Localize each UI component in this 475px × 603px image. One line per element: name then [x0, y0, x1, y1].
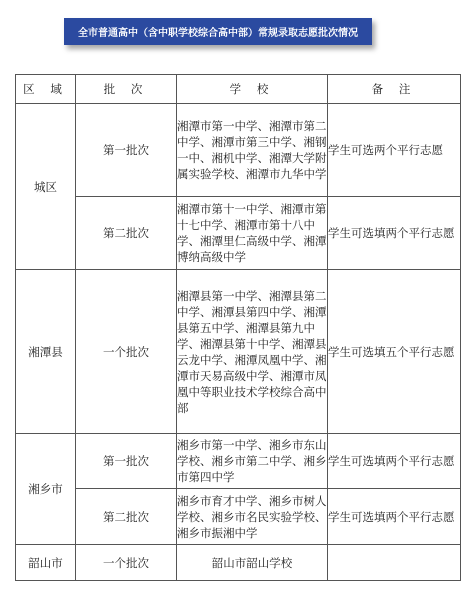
- batch-cell: 第一批次: [76, 434, 177, 489]
- batch-cell: 第二批次: [76, 197, 177, 270]
- table-row: [16, 489, 461, 545]
- table-row: [16, 197, 461, 270]
- table-row: [16, 434, 461, 489]
- header-note: 备 注: [328, 75, 461, 104]
- table-row: [16, 104, 461, 197]
- schools-cell: 湘乡市育才中学、湘乡市树人学校、湘乡市名民实验学校、湘乡市振湘中学: [177, 489, 328, 545]
- batch-cell: 第二批次: [76, 489, 177, 545]
- header-schools: 学 校: [177, 75, 328, 104]
- region-cell: 湘乡市: [16, 434, 76, 545]
- batch-cell: 第一批次: [76, 104, 177, 197]
- page-title-banner: 全市普通高中（含中职学校综合高中部）常规录取志愿批次情况: [64, 18, 372, 45]
- note-cell: 学生可选填两个平行志愿: [328, 197, 461, 270]
- admission-batch-table: [15, 74, 461, 581]
- region-cell: 城区: [16, 104, 76, 270]
- region-cell: 湘潭县: [16, 270, 76, 434]
- schools-cell: 韶山市韶山学校: [177, 545, 328, 581]
- note-cell: 学生可选两个平行志愿: [328, 104, 461, 197]
- schools-cell: 湘潭市第十一中学、湘潭市第十七中学、湘潭市第十八中学、湘潭里仁高级中学、湘潭博纳高级中学: [177, 197, 328, 270]
- table-header-row: [16, 75, 461, 104]
- header-batch: 批 次: [76, 75, 177, 104]
- note-cell: 学生可选填五个平行志愿: [328, 270, 461, 434]
- region-cell: 韶山市: [16, 545, 76, 581]
- table-row: [16, 545, 461, 581]
- schools-cell: 湘乡市第一中学、湘乡市东山学校、湘乡市第二中学、湘乡市第四中学: [177, 434, 328, 489]
- note-cell: [328, 545, 461, 581]
- note-cell: 学生可选填两个平行志愿: [328, 434, 461, 489]
- batch-cell: 一个批次: [76, 270, 177, 434]
- header-region: 区 域: [16, 75, 76, 104]
- table-row: [16, 270, 461, 434]
- note-cell: 学生可选填两个平行志愿: [328, 489, 461, 545]
- schools-cell: 湘潭县第一中学、湘潭县第二中学、湘潭县第四中学、湘潭县第五中学、湘潭县第九中学、湘潭县第十中学、湘潭县云龙中学、湘潭凤凰中学、湘潭市天易高级中学、湘潭市凤凰中等职业技术学校综合高中部: [177, 270, 328, 434]
- batch-cell: 一个批次: [76, 545, 177, 581]
- schools-cell: 湘潭市第一中学、湘潭市第二中学、湘潭市第三中学、湘钢一中、湘机中学、湘潭大学附属实验学校、湘潭市九华中学: [177, 104, 328, 197]
